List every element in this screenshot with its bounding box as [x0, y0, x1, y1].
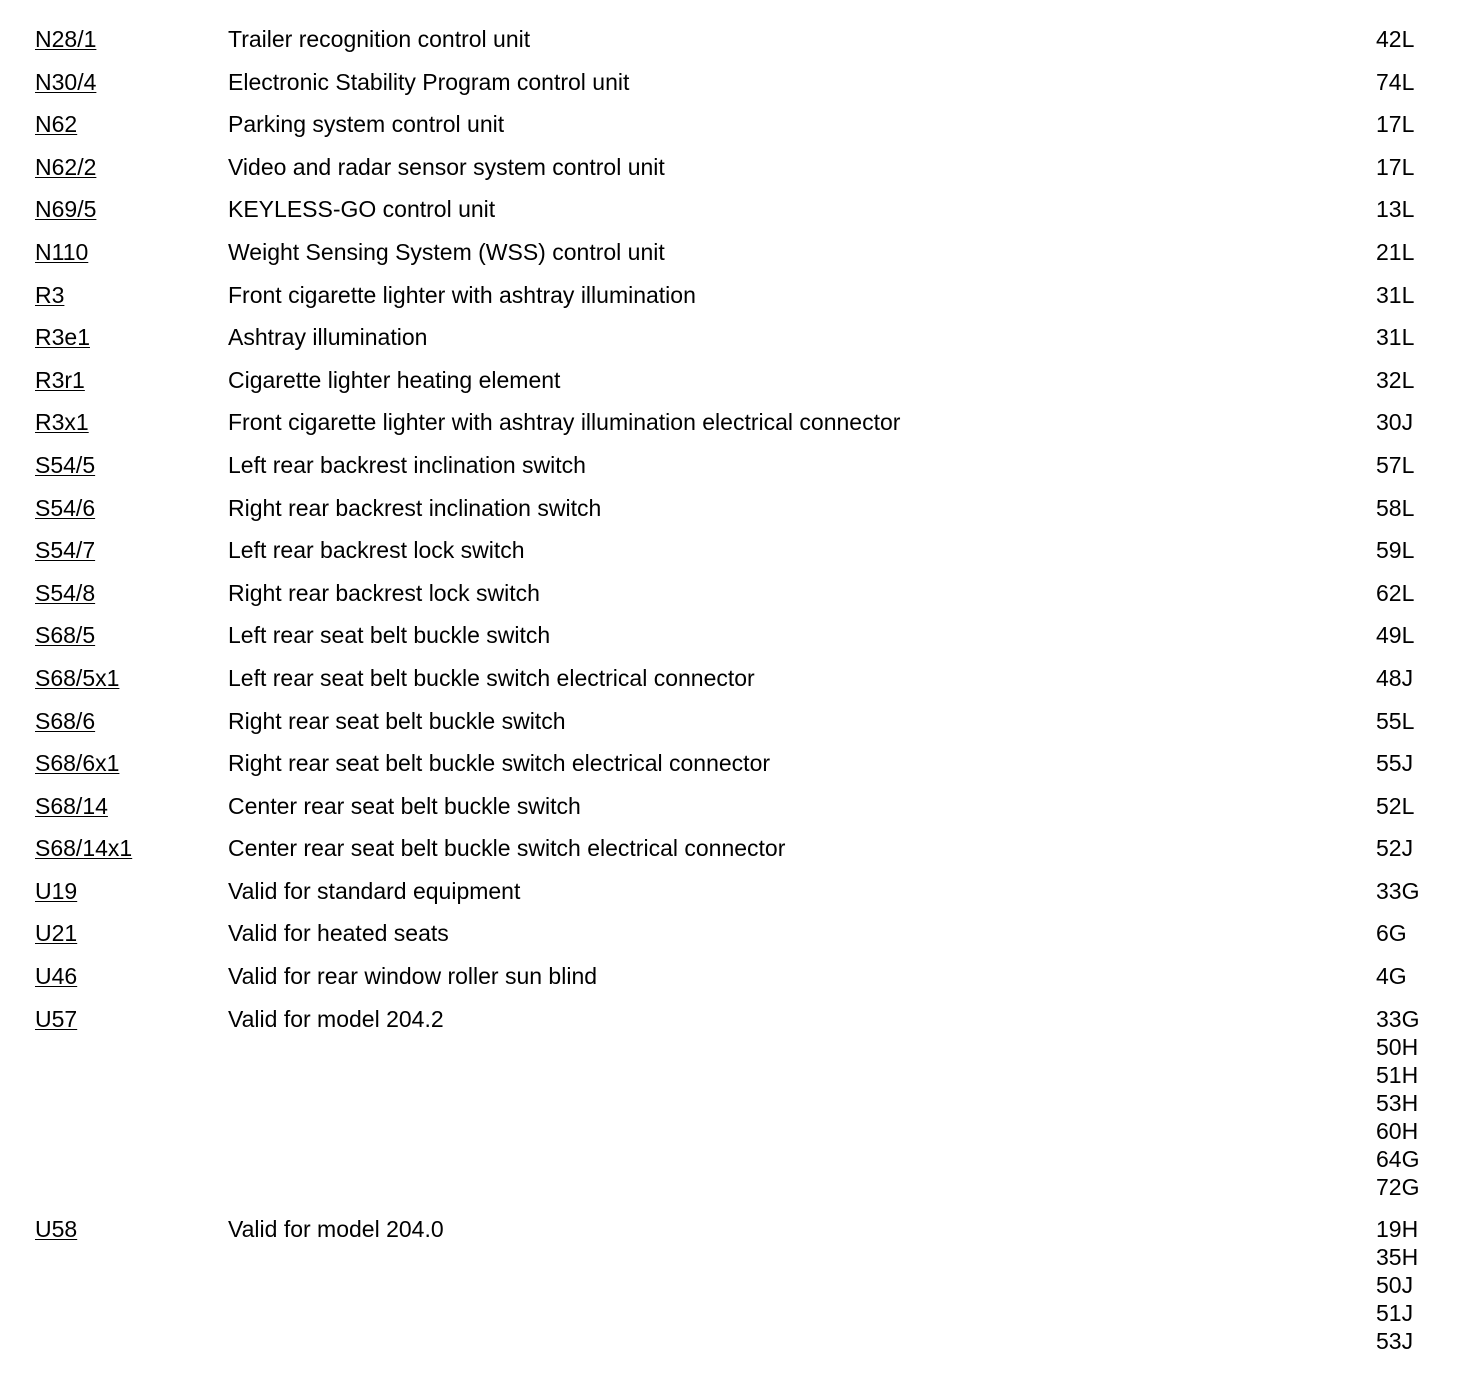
component-code-link[interactable]: N62	[35, 111, 78, 138]
grid-location-list	[1376, 536, 1414, 564]
grid-location: 62L	[1376, 579, 1415, 606]
legend-row	[0, 403, 1472, 446]
legend-row	[0, 957, 1472, 1000]
grid-location: 21L	[1376, 238, 1415, 265]
component-code-link[interactable]: S54/5	[35, 451, 96, 478]
grid-location-list	[1376, 579, 1414, 607]
component-description: KEYLESS-GO control unit	[228, 196, 496, 223]
component-code-link[interactable]: N30/4	[35, 68, 97, 95]
grid-location: 50H	[1376, 1033, 1419, 1060]
grid-location: 53J	[1376, 1328, 1414, 1355]
component-description: Right rear backrest inclination switch	[228, 494, 602, 521]
grid-location-list	[1376, 664, 1413, 692]
component-description: Trailer recognition control unit	[228, 26, 531, 52]
grid-location: 31L	[1376, 324, 1415, 351]
component-code-link[interactable]: N28/1	[35, 26, 97, 52]
legend-row	[0, 1210, 1472, 1365]
legend-row	[0, 872, 1472, 915]
grid-location: 60H	[1376, 1117, 1419, 1144]
component-description: Center rear seat belt buckle switch electrical connector	[228, 835, 786, 862]
grid-location: 51H	[1376, 1061, 1419, 1088]
grid-location: 57L	[1376, 451, 1415, 478]
legend-row	[0, 659, 1472, 702]
component-description: Valid for standard equipment	[228, 877, 521, 904]
legend-row	[0, 702, 1472, 745]
component-code-link[interactable]: U19	[35, 877, 78, 904]
component-description: Right rear backrest lock switch	[228, 579, 540, 606]
legend-row	[0, 446, 1472, 489]
component-description: Valid for model 204.0	[228, 1216, 444, 1243]
component-code-link[interactable]: S68/6x1	[35, 750, 120, 777]
component-description: Cigarette lighter heating element	[228, 366, 561, 393]
grid-location-list	[1376, 281, 1414, 309]
legend-row	[0, 276, 1472, 319]
component-code-link[interactable]: S68/6	[35, 707, 96, 734]
grid-location-list	[1376, 1005, 1419, 1201]
component-code-link[interactable]: U46	[35, 963, 78, 990]
component-code-link[interactable]: U58	[35, 1216, 78, 1243]
grid-location-list	[1376, 962, 1407, 990]
component-code-link[interactable]: U57	[35, 1005, 78, 1032]
grid-location: 33G	[1376, 1005, 1420, 1032]
component-description: Valid for model 204.2	[228, 1005, 444, 1032]
grid-location: 50J	[1376, 1272, 1414, 1299]
legend-row	[0, 787, 1472, 830]
grid-location: 13L	[1376, 196, 1415, 223]
grid-location-list	[1376, 451, 1414, 479]
legend-row	[0, 105, 1472, 148]
component-code-link[interactable]: U21	[35, 920, 78, 947]
legend-row	[0, 914, 1472, 957]
component-code-link[interactable]: S68/5x1	[35, 664, 120, 691]
component-legend-table	[0, 20, 1472, 1365]
component-description: Valid for heated seats	[228, 920, 449, 947]
component-code-link[interactable]: R3r1	[35, 366, 85, 393]
grid-location-list	[1376, 621, 1414, 649]
grid-location-list	[1376, 323, 1414, 351]
component-description: Right rear seat belt buckle switch electrical connector	[228, 750, 771, 777]
grid-location: 59L	[1376, 537, 1415, 564]
grid-location-list	[1376, 195, 1414, 223]
grid-location: 51J	[1376, 1300, 1414, 1327]
component-code-link[interactable]: S54/6	[35, 494, 96, 521]
component-description: Left rear backrest inclination switch	[228, 451, 586, 478]
component-description: Left rear backrest lock switch	[228, 537, 525, 564]
legend-row	[0, 829, 1472, 872]
legend-row	[0, 148, 1472, 191]
grid-location: 58L	[1376, 494, 1415, 521]
grid-location-list	[1376, 749, 1413, 777]
component-description: Video and radar sensor system control unit	[228, 153, 665, 180]
legend-row	[0, 744, 1472, 787]
grid-location: 19H	[1376, 1216, 1419, 1243]
grid-location: 32L	[1376, 366, 1415, 393]
grid-location: 53H	[1376, 1089, 1419, 1116]
component-description: Front cigarette lighter with ashtray illumination	[228, 281, 696, 308]
legend-row	[0, 616, 1472, 659]
grid-location: 30J	[1376, 409, 1414, 436]
grid-location: 72G	[1376, 1173, 1420, 1200]
grid-location-list	[1376, 707, 1414, 735]
grid-location-list	[1376, 153, 1414, 181]
component-description: Center rear seat belt buckle switch	[228, 792, 581, 819]
grid-location-list	[1376, 792, 1414, 820]
component-code-link[interactable]: R3e1	[35, 324, 90, 351]
component-code-link[interactable]: N69/5	[35, 196, 97, 223]
grid-location: 35H	[1376, 1244, 1419, 1271]
legend-row	[0, 190, 1472, 233]
grid-location: 52L	[1376, 792, 1415, 819]
legend-row	[0, 489, 1472, 532]
grid-location-list	[1376, 25, 1414, 53]
grid-location: 6G	[1376, 920, 1407, 947]
grid-location: 64G	[1376, 1145, 1420, 1172]
component-code-link[interactable]: N62/2	[35, 153, 97, 180]
legend-row	[0, 20, 1472, 63]
legend-row	[0, 361, 1472, 404]
grid-location: 55J	[1376, 750, 1414, 777]
component-code-link[interactable]: S68/5	[35, 622, 96, 649]
grid-location: 31L	[1376, 281, 1415, 308]
grid-location: 17L	[1376, 111, 1415, 138]
legend-row	[0, 233, 1472, 276]
component-description: Parking system control unit	[228, 111, 505, 138]
grid-location: 74L	[1376, 68, 1415, 95]
grid-location-list	[1376, 494, 1414, 522]
component-description: Front cigarette lighter with ashtray illumination electrical connector	[228, 409, 901, 436]
grid-location-list	[1376, 110, 1414, 138]
legend-row	[0, 574, 1472, 617]
component-description: Left rear seat belt buckle switch electrical connector	[228, 664, 755, 691]
grid-location-list	[1376, 238, 1414, 266]
grid-location-list	[1376, 1215, 1418, 1355]
grid-location: 55L	[1376, 707, 1415, 734]
legend-row	[0, 318, 1472, 361]
component-code-link[interactable]: R3	[35, 281, 65, 308]
grid-location: 33G	[1376, 877, 1420, 904]
grid-location: 52J	[1376, 835, 1414, 862]
component-code-link[interactable]: R3x1	[35, 409, 89, 436]
legend-row	[0, 531, 1472, 574]
grid-location-list	[1376, 834, 1413, 862]
component-description: Electronic Stability Program control unit	[228, 68, 630, 95]
grid-location: 49L	[1376, 622, 1415, 649]
component-code-link[interactable]: S68/14x1	[35, 835, 133, 862]
component-code-link[interactable]: S68/14	[35, 792, 108, 819]
component-description: Right rear seat belt buckle switch	[228, 707, 566, 734]
legend-row	[0, 1000, 1472, 1211]
grid-location: 4G	[1376, 963, 1407, 990]
grid-location-list	[1376, 408, 1413, 436]
grid-location-list	[1376, 877, 1419, 905]
grid-location-list	[1376, 68, 1414, 96]
legend-row	[0, 63, 1472, 106]
component-code-link[interactable]: S54/8	[35, 579, 96, 606]
component-description: Weight Sensing System (WSS) control unit	[228, 238, 665, 265]
component-description: Valid for rear window roller sun blind	[228, 963, 598, 990]
component-code-link[interactable]: S54/7	[35, 537, 96, 564]
component-description: Left rear seat belt buckle switch	[228, 622, 551, 649]
grid-location: 48J	[1376, 664, 1414, 691]
grid-location-list	[1376, 366, 1414, 394]
component-description: Ashtray illumination	[228, 324, 428, 351]
grid-location: 42L	[1376, 26, 1415, 52]
component-code-link[interactable]: N110	[35, 238, 89, 265]
grid-location-list	[1376, 919, 1407, 947]
grid-location: 17L	[1376, 153, 1415, 180]
